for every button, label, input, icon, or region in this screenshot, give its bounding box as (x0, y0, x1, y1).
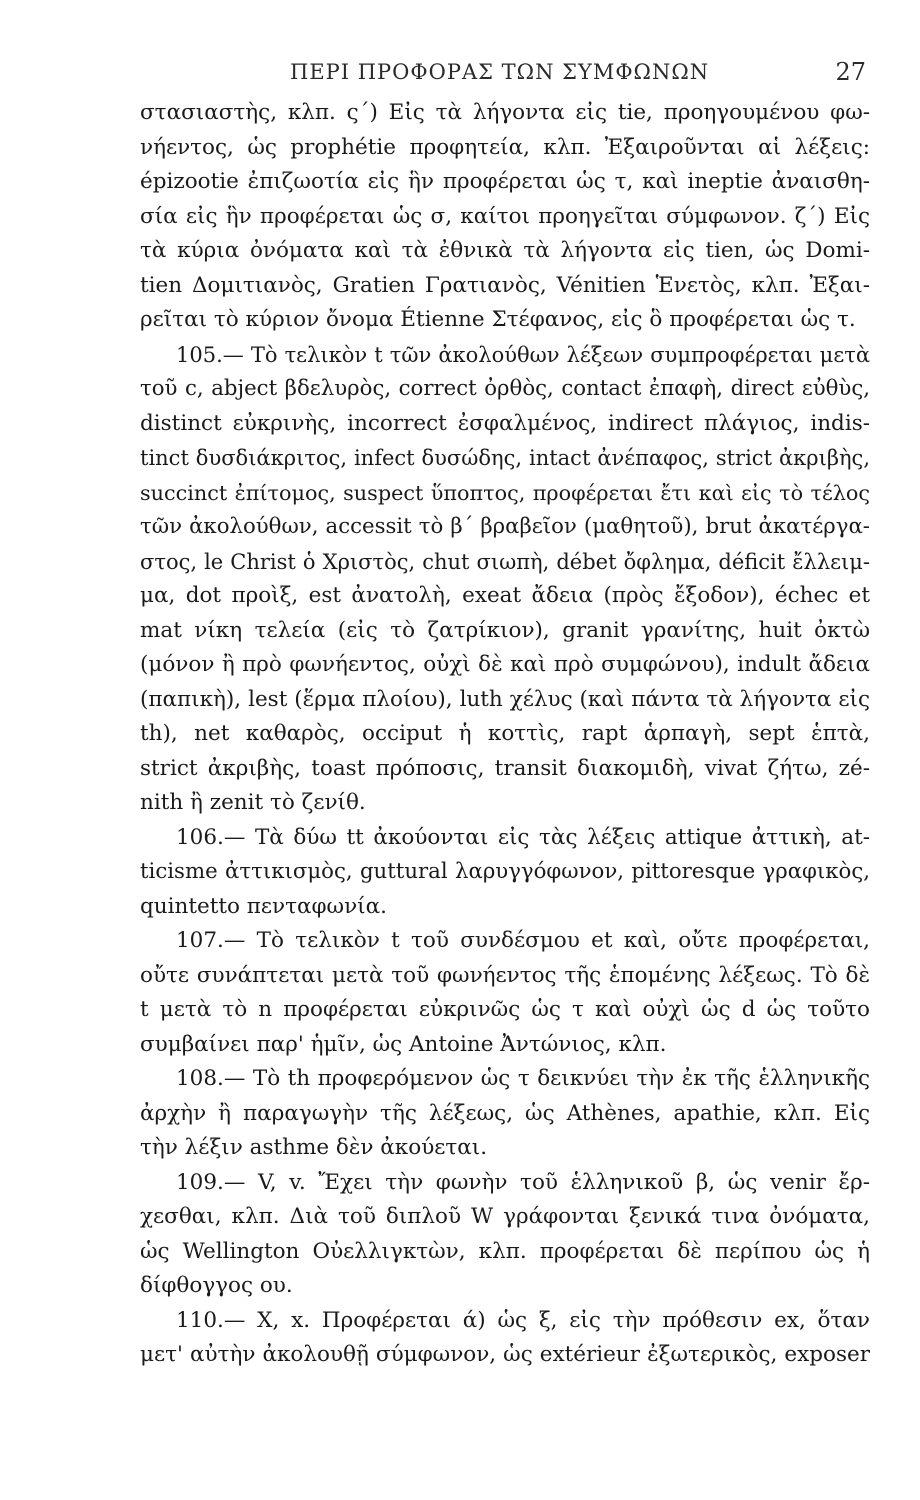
text-line: συμβαίνει παρ' ἡμῖν, ὡς Antoine Ἀντώνιος, κλπ. (140, 1031, 667, 1057)
text-line: 107.— Τὸ τελικὸν t τοῦ συνδέσμου et καὶ, οὔτε προφέρεται, (176, 928, 870, 953)
text-line: στασιαστὴς, κλπ. ς΄) Εἰς τὰ λήγοντα εἰς tie, προηγουμένου φω- (140, 100, 870, 125)
text-line: distinct εὐκρινὴς, incorrect ἐσφαλμένος, indirect πλάγιος, indis- (140, 410, 870, 436)
page-number: 27 (835, 58, 866, 86)
text-line: 106.— Τὰ δύω tt ἀκούονται εἰς τὰς λέξεις attique ἀττικὴ, at- (176, 824, 870, 850)
text-line: δίφθογγος ου. (140, 1273, 293, 1298)
text-line: 109.— V, v. Ἔχει τὴν φωνὴν τοῦ ἑλληνικοῦ β, ὡς venir ἔρ- (176, 1169, 870, 1195)
text-line: μετ' αὐτὴν ἀκολουθῇ σύμφωνον, ὡς extérieur ἐξωτερικὸς, exposer (140, 1342, 870, 1367)
text-line: σία εἰς ἣν προφέρεται ὡς σ, καίτοι προηγεῖται σύμφωνον. ζ΄) Εἰς (140, 203, 870, 229)
text-line: τὰ κύρια ὀνόματα καὶ τὰ ἐθνικὰ τὰ λήγοντα εἰς tien, ὡς Domi- (140, 238, 870, 263)
text-line: οὔτε συνάπτεται μετὰ τοῦ φωνήεντος τῆς ἑπομένης λέξεως. Τὸ δὲ (140, 962, 870, 988)
text-line: ticisme ἀττικισμὸς, guttural λαρυγγόφωνον, pittoresque γραφικὸς, (140, 859, 870, 884)
text-line: ὡς Wellington Οὐελλιγκτὼν, κλπ. προφέρεται δὲ περίπου ὡς ἡ (140, 1238, 870, 1264)
text-line: nith ἢ zenit τὸ ζενίθ. (140, 790, 366, 815)
text-line: στος, le Christ ὁ Χριστὸς, chut σιωπὴ, débet ὄφλημα, déficit ἔλλειμ- (140, 549, 870, 574)
text-line: 105.— Τὸ τελικὸν t τῶν ἀκολούθων λέξεων συμπροφέρεται μετὰ (176, 342, 870, 367)
text-line: succinct ἐπίτομος, suspect ὕποπτος, προφέρεται ἔτι καὶ εἰς τὸ τέλος (140, 480, 870, 505)
running-title: ΠΕΡΙ ΠΡΟΦΟΡΑΣ ΤΩΝ ΣΥΜΦΩΝΩΝ (290, 60, 710, 84)
text-line: (μόνον ἢ πρὸ φωνήεντος, οὐχὶ δὲ καὶ πρὸ συμφώνου), indult ἄδεια (140, 652, 870, 677)
text-line: mat νίκη τελεία (εἰς τὸ ζατρίκιον), granit γρανίτης, huit ὀκτὼ (140, 617, 870, 643)
text-line: t μετὰ τὸ n προφέρεται εὐκρινῶς ὡς τ καὶ οὐχὶ ὡς d ὡς τοῦτο (140, 997, 870, 1022)
text-line: χεσθαι, κλπ. Διὰ τοῦ διπλοῦ W γράφονται ξενικά τινα ὀνόματα, (140, 1204, 870, 1229)
text-line: τῶν ἀκολούθων, accessit τὸ β΄ βραβεῖον (μαθητοῦ), brut ἀκατέργα- (140, 514, 870, 539)
text-line: quintetto πενταφωνία. (140, 893, 387, 919)
text-line: tien Δομιτιανὸς, Gratien Γρατιανὸς, Vénitien Ἑνετὸς, κλπ. Ἐξαι- (140, 272, 870, 298)
text-line: tinct δυσδιάκριτος, infect δυσώδης, intact ἀνέπαφος, strict ἀκριβὴς, (140, 446, 870, 470)
text-line: ἀρχὴν ἢ παραγωγὴν τῆς λέξεως, ὡς Athènes, apathie, κλπ. Εἰς (140, 1100, 870, 1126)
text-line: épizootie ἐπιζωοτία εἰς ἣν προφέρεται ὡς τ, καὶ ineptie ἀναισθη- (140, 169, 870, 194)
text-line: ρεῖται τὸ κύριον ὄνομα Étienne Στέφανος, εἰς ὃ προφέρεται ὡς τ. (140, 307, 856, 332)
text-line: th), net καθαρὸς, occiput ἡ κοττὶς, rapt ἁρπαγὴ, sept ἑπτὰ, (140, 721, 870, 746)
text-line: τοῦ c, abject βδελυρὸς, correct ὀρθὸς, contact ἐπαφὴ, direct εὐθὺς, (140, 376, 870, 401)
text-line: (παπικὴ), lest (ἕρμα πλοίου), luth χέλυς (καὶ πάντα τὰ λήγοντα εἰς (140, 686, 870, 712)
text-line: 108.— Τὸ th προφερόμενον ὡς τ δεικνύει τὴν ἐκ τῆς ἑλληνικῆς (176, 1066, 870, 1091)
text-line: strict ἀκριβὴς, toast πρόποσις, transit διακομιδὴ, vivat ζήτω, zé- (140, 755, 870, 781)
text-line: νήεντος, ὡς prophétie προφητεία, κλπ. Ἐξαιροῦνται αἱ λέξεις: (140, 134, 870, 160)
running-head (140, 58, 870, 92)
text-line: μα, dot προὶξ, est ἀνατολὴ, exeat ἄδεια (πρὸς ἔξοδον), échec et (140, 583, 870, 608)
text-body (140, 96, 870, 1373)
text-line: τὴν λέξιν asthme δὲν ἀκούεται. (140, 1135, 488, 1160)
text-line: 110.— X, x. Προφέρεται ά) ὡς ξ, εἰς τὴν πρόθεσιν ex, ὅταν (176, 1307, 870, 1333)
